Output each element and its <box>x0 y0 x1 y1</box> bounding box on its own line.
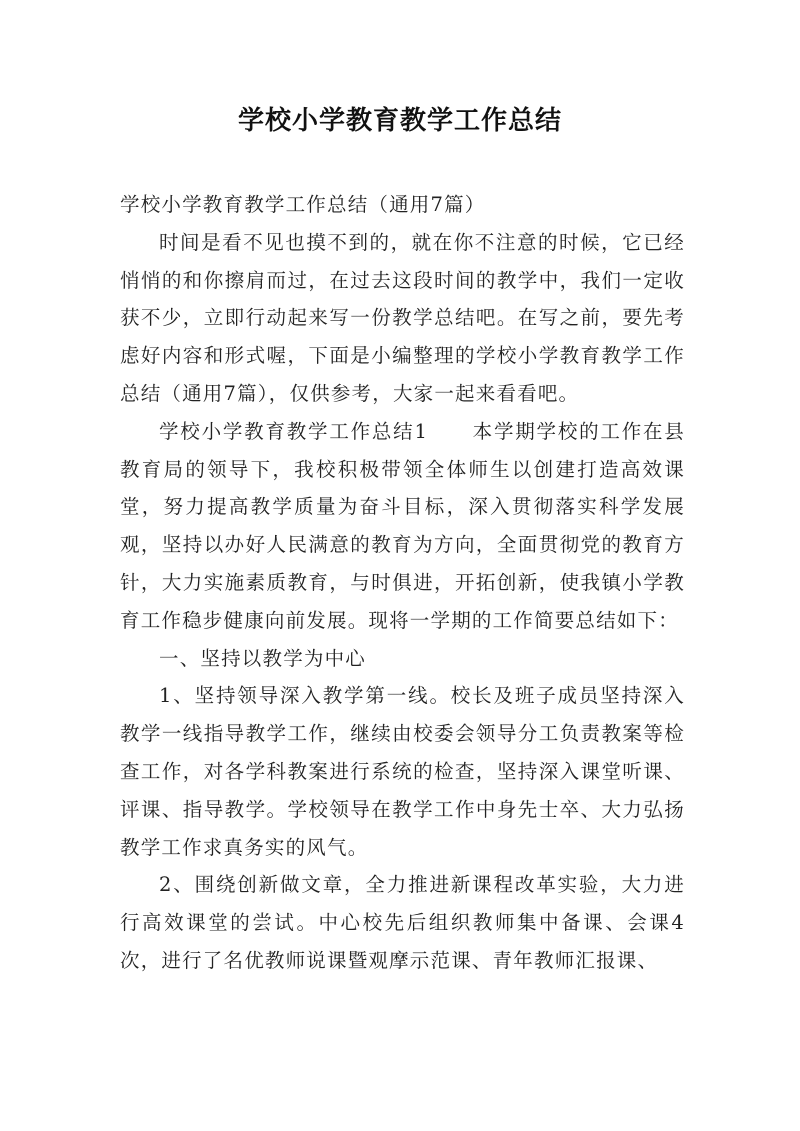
item-1-paragraph: 1、坚持领导深入教学第一线。校长及班子成员坚持深入教学一线指导教学工作，继续由校委会领导分工负责教案等检查工作，对各学科教案进行系统的检查，坚持深入课堂听课、评课、指导教学。学校领导在教学工作中身先士卒、大力弘扬教学工作求真务实的风气。 <box>120 684 685 859</box>
intro-paragraph: 时间是看不见也摸不到的，就在你不注意的时候，它已经悄悄的和你擦肩而过，在过去这段时间的教学中，我们一定收获不少，立即行动起来写一份教学总结吧。在写之前，要先考虑好内容和形式喔，下面是小编整理的学校小学教育教学工作总结（通用7篇），仅供参考，大家一起来看看吧。 <box>120 230 685 405</box>
section-1-text: 本学期学校的工作在县教育局的领导下，我校积极带领全体师生以创建打造高效课堂，努力提高教学质量为奋斗目标，深入贯彻落实科学发展观，坚持以办好人民满意的教育为方向，全面贯彻党的教育方针，大力实施素质教育，与时俱进，开拓创新，使我镇小学教育工作稳步健康向前发展。现将一学期的工作简要总结如下： <box>120 419 685 632</box>
part-1-heading: 一、坚持以教学为中心 <box>159 646 367 670</box>
document-subtitle: 学校小学教育教学工作总结（通用7篇） <box>120 193 486 216</box>
document-title: 学校小学教育教学工作总结 <box>237 106 562 136</box>
section-1-heading: 学校小学教育教学工作总结1 <box>159 419 429 443</box>
document-body <box>120 186 685 980</box>
section-1-paragraph <box>120 413 685 640</box>
item-2-paragraph: 2、围绕创新做文章，全力推进新课程改革实验，大力进行高效课堂的尝试。中心校先后组织教师集中备课、会课4次，进行了名优教师说课暨观摩示范课、青年教师汇报课、 <box>120 873 685 972</box>
